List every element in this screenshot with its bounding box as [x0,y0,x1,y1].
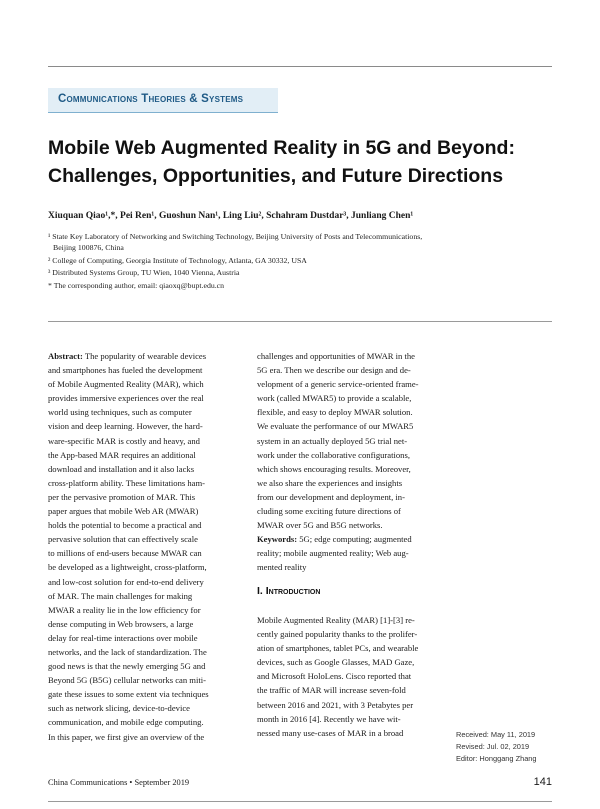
header-divider [48,321,552,322]
text-line: cluding some exciting future directions of [257,506,401,517]
text-line: the App-based MAR requires an additional [48,449,196,460]
affiliation: Beijing 100876, China [53,243,124,252]
text-line: vision and deep learning. However, the hard- [48,421,203,432]
keywords-label: Keywords: [257,534,298,545]
text-line: In this paper, we first give an overview of the [48,731,205,742]
text-line: between 2016 and 2021, with 3 Petabytes per [257,699,414,710]
section-label: Communications Theories & Systems [58,93,244,105]
text-line: world using techniques, such as computer [48,407,192,418]
page-number: 141 [533,776,552,788]
footer-rule [48,801,552,802]
text-line: flexible, and easy to deploy MWAR solution. [257,407,413,418]
text-line: of Mobile Augmented Reality (MAR), which [48,379,204,390]
text-line: download and installation and it also lacks [48,463,195,474]
text-line: from our development and deployment, in- [257,491,405,502]
text-line: ation of smartphones, tablet PCs, and wearable [257,643,419,654]
text-line: the traffic of MAR will increase seven-fold [257,685,406,696]
text-line: delay for real-time interactions over mobile [48,632,198,643]
text-line: mented reality [257,562,307,573]
text-line [48,349,236,363]
paper-title [48,134,568,190]
abstract-label: Abstract: [48,351,83,361]
text-line: velopment of a generic service-oriented frame- [257,379,419,390]
text-line: work (called MWAR5) to provide a scalable, [257,393,412,404]
affiliation: ¹ State Key Laboratory of Networking and Switching Technology, Beijing University of Posts and Telecommunications, [48,232,423,241]
text-line: provides immersive experiences over the real [48,393,204,404]
text-line: such as network slicing, device-to-device [48,703,190,714]
text-line: cross-platform ability. These limitations ham- [48,477,206,488]
text-line: We evaluate the performance of our MWAR5 [257,421,414,432]
text-line: per the pervasive promotion of MAR. This [48,491,196,502]
text-line: holds the potential to become a practical and [48,520,202,531]
text-line: which shows encouraging results. Moreover, [257,463,411,474]
text-line: work under the collaborative configurations, [257,449,410,460]
introduction-text [257,613,444,740]
text-line: ware-specific MAR is costly and heavy, and [48,435,200,446]
text-line: 5G era. Then we describe our design and de- [257,365,411,376]
text-line: be developed as a lightweight, cross-platform, [48,562,207,573]
text-line: good news is that the newly emerging 5G and [48,661,206,672]
text-line: we also share the experiences and insights [257,477,403,488]
editor-name: Editor: Honggang Zhang [456,754,537,763]
affiliation: ³ Distributed Systems Group, TU Wien, 1040 Vienna, Austria [48,268,240,277]
text-line: nessed many use-cases of MAR in a broad [257,727,404,738]
text-line: reality; mobile augmented reality; Web aug- [257,548,409,559]
text-line: communication, and mobile edge computing. [48,717,204,728]
text-line: networks, and the lack of standardization. The [48,646,207,657]
abstract-left-column [48,349,236,744]
keywords-text: 5G; edge computing; augmented [297,534,412,545]
text-line: dense computing in Web browsers, a large [48,618,194,629]
text-line: Mobile Augmented Reality (MAR) [1]-[3] re- [257,615,415,625]
top-rule [48,66,552,67]
journal-footer: China Communications • September 2019 [48,778,190,787]
received-date: Received: May 11, 2019 [456,730,536,739]
text-line: month in 2016 [4]. Recently we have wit- [257,713,401,724]
author-list: Xiuquan Qiao¹,*, Pei Ren¹, Guoshun Nan¹, Ling Liu², Schahram Dustdar³, Junliang Chen¹ [48,211,414,221]
section-heading-introduction: I. Introduction [257,585,321,597]
text-line: challenges and opportunities of MWAR in the [257,351,415,361]
affiliation: ² College of Computing, Georgia Institute of Technology, Atlanta, GA 30332, USA [48,256,307,265]
text-line: Beyond 5G (B5G) cellular networks can miti- [48,675,206,686]
text-line: cently gained popularity thanks to the prolifer- [257,629,418,640]
text-line: paper argues that mobile Web AR (MWAR) [48,506,199,517]
title-line: Mobile Web Augmented Reality in 5G and Beyond: [48,137,515,159]
text-line: devices, such as Google Glasses, MAD Gaze, [257,657,415,668]
abstract-text: The popularity of wearable devices [82,351,207,361]
abstract-right-column [257,349,444,575]
text-line: gate these issues to some extent via techniques [48,689,209,700]
corresponding-author-note: * The corresponding author, email: qiaoxq@bupt.edu.cn [48,281,225,290]
text-line: of MAR. The main challenges for making [48,590,193,601]
title-line: Challenges, Opportunities, and Future Directions [48,165,504,187]
text-line: MWAR over 5G and B5G networks. [257,520,383,531]
text-line [257,532,444,546]
text-line: and low-cost solution for end-to-end delivery [48,576,204,587]
text-line: to millions of end-users because MWAR can [48,548,202,559]
text-line: pervasive solution that can effectively scale [48,534,198,545]
text-line: system in an actually deployed 5G trial net- [257,435,408,446]
text-line: and Microsoft HoloLens. Cisco reported that [257,671,412,682]
text-line: and smartphones has fueled the development [48,365,203,376]
text-line: MWAR a reality lie in the low efficiency for [48,604,201,615]
revised-date: Revised: Jul. 02, 2019 [456,742,530,751]
